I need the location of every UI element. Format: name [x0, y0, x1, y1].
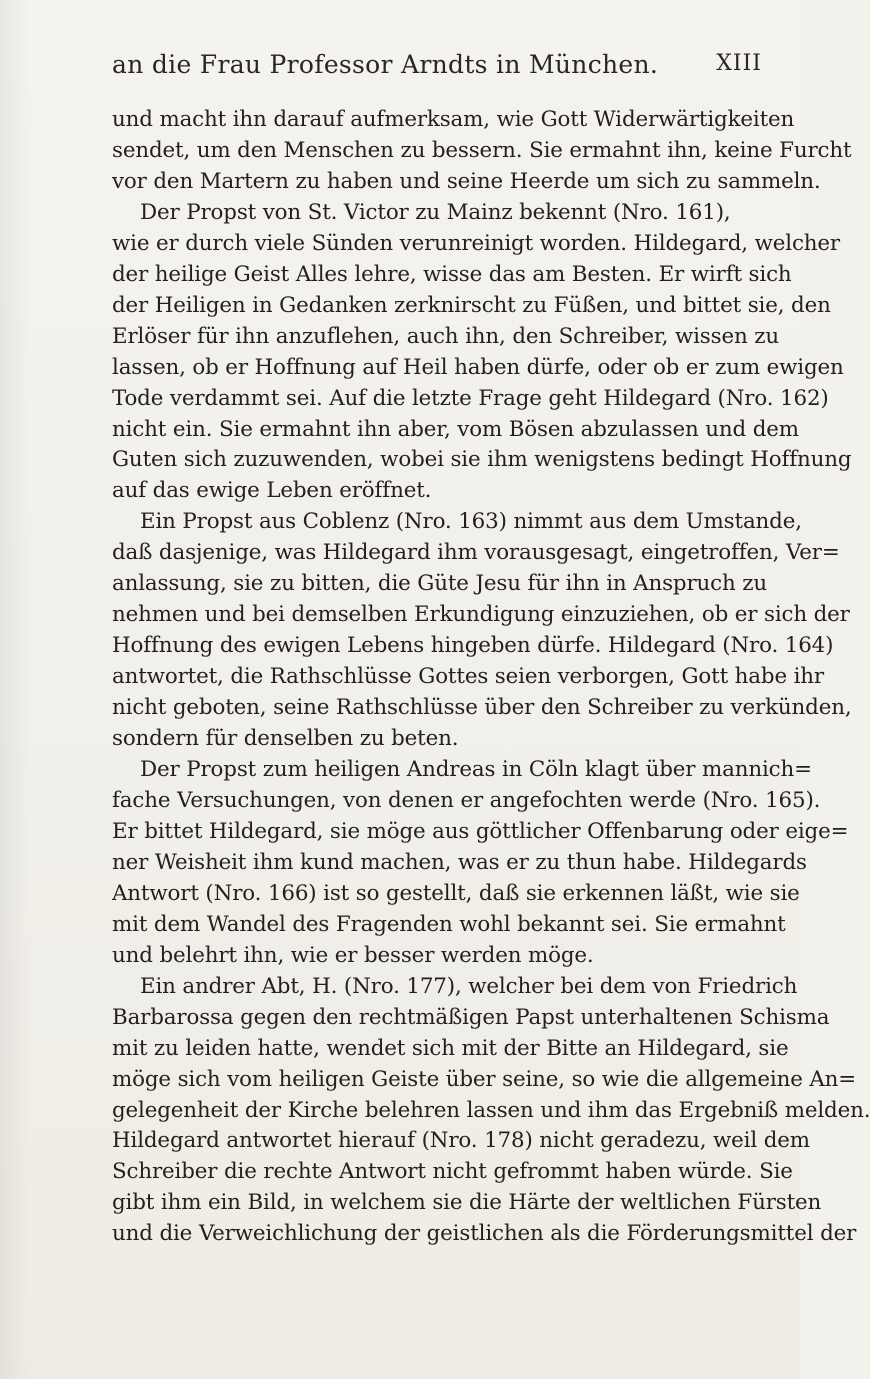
text-line: und die Verweichlichung der geistlichen als die Förderungsmittel der — [112, 1221, 857, 1247]
text-line: Hoffnung des ewigen Lebens hingeben dürfe. Hildegard (Nro. 164) — [112, 633, 834, 659]
text-line: mit dem Wandel des Fragenden wohl bekannt sei. Sie ermahnt — [112, 911, 786, 937]
paragraph-4 — [112, 755, 849, 972]
text-line: Er bittet Hildegard, sie möge aus göttlicher Offenbarung oder eige= — [112, 818, 849, 844]
text-line: Hildegard antwortet hierauf (Nro. 178) nicht geradezu, weil dem — [112, 1128, 810, 1154]
text-line: fache Versuchungen, von denen er angefochten werde (Nro. 165). — [112, 787, 821, 813]
paragraph-3 — [112, 507, 852, 755]
text-line: der heilige Geist Alles lehre, wisse das am Besten. Er wirft sich — [112, 261, 792, 287]
text-line: der Heiligen in Gedanken zerknirscht zu Füßen, und bittet sie, den — [112, 292, 831, 318]
text-line: und macht ihn darauf aufmerksam, wie Gott Widerwärtigkeiten — [112, 107, 795, 132]
text-line: sondern für denselben zu beten. — [112, 726, 459, 752]
text-line: wie er durch viele Sünden verunreinigt worden. Hildegard, welcher — [112, 230, 841, 256]
text-line: Tode verdammt sei. Auf die letzte Frage geht Hildegard (Nro. 162) — [112, 385, 829, 411]
text-line: Ein andrer Abt, H. (Nro. 177), welcher bei dem von Friedrich — [140, 973, 798, 999]
text-line: gelegenheit der Kirche belehren lassen und ihm das Ergebniß melden. — [112, 1097, 870, 1123]
running-title: an die Frau Professor Arndts in München. — [112, 50, 659, 79]
paragraph-2 — [112, 198, 852, 508]
paragraph-5 — [112, 972, 870, 1251]
page-number: XIII — [716, 51, 762, 76]
text-line: nicht ein. Sie ermahnt ihn aber, vom Bösen abzulassen und dem — [112, 416, 799, 442]
text-line: sendet, um den Menschen zu bessern. Sie ermahnt ihn, keine Furcht — [112, 137, 852, 163]
body-text — [112, 105, 870, 1250]
text-line: nehmen und bei demselben Erkundigung einzuziehen, ob er sich der — [112, 602, 850, 628]
text-line: Ein Propst aus Coblenz (Nro. 163) nimmt aus dem Umstande, — [140, 509, 802, 535]
page-header — [112, 50, 762, 90]
text-line: Der Propst zum heiligen Andreas in Cöln klagt über mannich= — [140, 757, 812, 783]
text-line: Erlöser für ihn anzuflehen, auch ihn, den Schreiber, wissen zu — [112, 323, 779, 349]
text-line: Schreiber die rechte Antwort nicht gefrommt haben würde. Sie — [112, 1159, 793, 1185]
scan-edge-shadow — [0, 0, 30, 1379]
text-line: Guten sich zuzuwenden, wobei sie ihm wenigstens bedingt Hoffnung — [112, 447, 852, 473]
text-line: nicht geboten, seine Rathschlüsse über den Schreiber zu verkünden, — [112, 695, 852, 721]
text-line: ner Weisheit ihm kund machen, was er zu thun habe. Hildegards — [112, 849, 807, 875]
text-line: auf das ewige Leben eröffnet. — [112, 478, 432, 504]
text-line: möge sich vom heiligen Geiste über seine, so wie die allgemeine An= — [112, 1066, 857, 1092]
paragraph-1 — [112, 105, 852, 198]
text-line: lassen, ob er Hoffnung auf Heil haben dürfe, oder ob er zum ewigen — [112, 354, 844, 380]
text-line: Der Propst von St. Victor zu Mainz bekennt (Nro. 161), — [140, 199, 731, 225]
text-line: Barbarossa gegen den rechtmäßigen Papst unterhaltenen Schisma — [112, 1004, 830, 1030]
text-line: mit zu leiden hatte, wendet sich mit der Bitte an Hildegard, sie — [112, 1035, 789, 1061]
text-line: anlassung, sie zu bitten, die Güte Jesu für ihn in Anspruch zu — [112, 571, 768, 597]
text-line: vor den Martern zu haben und seine Heerde um sich zu sammeln. — [112, 168, 821, 194]
text-line: antwortet, die Rathschlüsse Gottes seien verborgen, Gott habe ihr — [112, 664, 824, 690]
text-line: Antwort (Nro. 166) ist so gestellt, daß sie erkennen läßt, wie sie — [112, 880, 800, 906]
text-line: und belehrt ihn, wie er besser werden möge. — [112, 942, 594, 968]
text-line: gibt ihm ein Bild, in welchem sie die Härte der weltlichen Fürsten — [112, 1190, 822, 1216]
text-line: daß dasjenige, was Hildegard ihm vorausgesagt, eingetroffen, Ver= — [112, 540, 840, 566]
